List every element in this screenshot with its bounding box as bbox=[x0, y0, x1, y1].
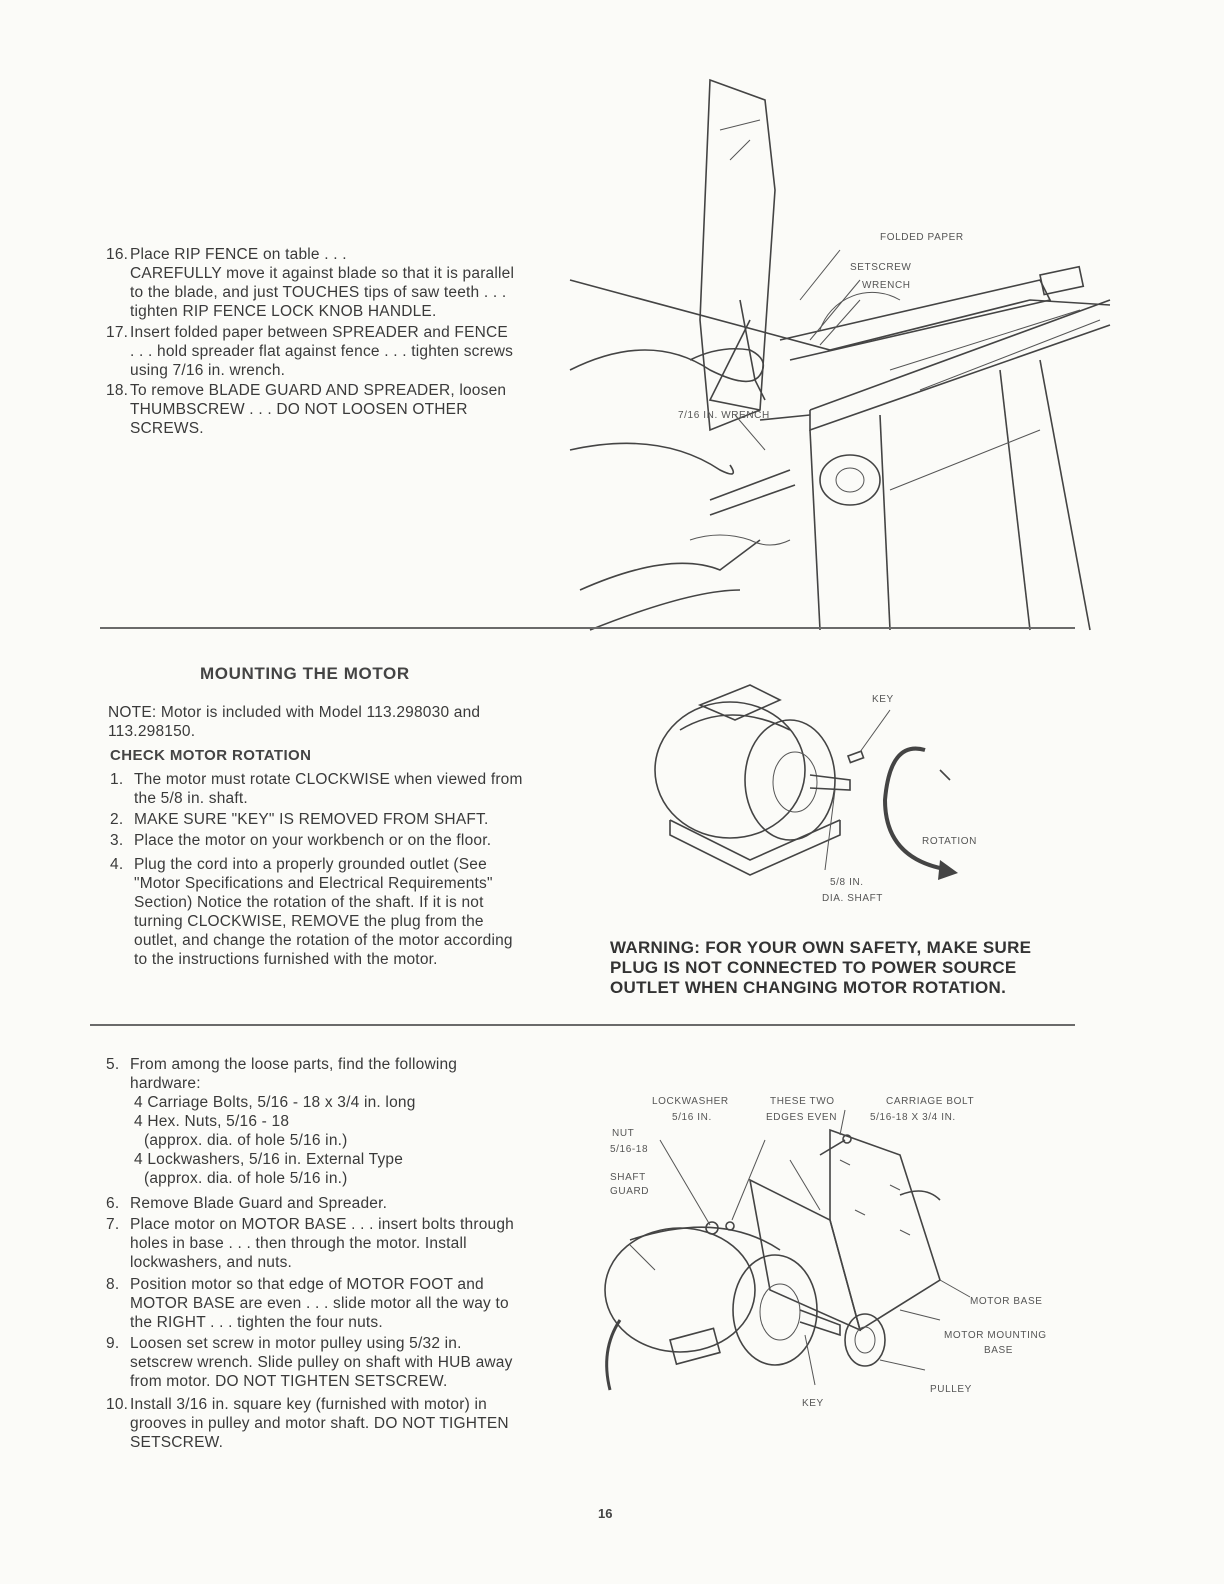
step-line: Insert folded paper between SPREADER and FENCE bbox=[130, 324, 508, 341]
subheading-check-rotation: CHECK MOTOR ROTATION bbox=[110, 747, 312, 764]
label-wrench: WRENCH bbox=[862, 280, 911, 291]
step-line: holes in base . . . then through the motor. Install bbox=[130, 1235, 467, 1252]
label-carriage-bolt: CARRIAGE BOLT bbox=[886, 1096, 975, 1107]
label-nut: NUT bbox=[612, 1128, 635, 1139]
step-line: Place motor on MOTOR BASE . . . insert bolts through bbox=[130, 1216, 514, 1233]
step-line: SETSCREW. bbox=[130, 1434, 224, 1451]
step-line: "Motor Specifications and Electrical Requirements" bbox=[134, 875, 493, 892]
saw-fence-illustration bbox=[560, 70, 1120, 630]
step-line: Place the motor on your workbench or on the floor. bbox=[134, 832, 492, 849]
label-7-16-wrench: 7/16 IN. WRENCH bbox=[678, 410, 770, 421]
step-line: Position motor so that edge of MOTOR FOOT and bbox=[130, 1276, 484, 1293]
step-line: the 5/8 in. shaft. bbox=[134, 790, 248, 807]
step-line: hardware: bbox=[130, 1075, 201, 1092]
step-line: outlet, and change the rotation of the motor according bbox=[134, 932, 513, 949]
step-line: CAREFULLY move it against blade so that it is parallel bbox=[130, 265, 515, 282]
step-line: MAKE SURE "KEY" IS REMOVED FROM SHAFT. bbox=[134, 811, 489, 828]
label-edges-even: EDGES EVEN bbox=[766, 1112, 838, 1123]
step-line: Section) Notice the rotation of the shaft. If it is not bbox=[134, 894, 484, 911]
step-line: To remove BLADE GUARD AND SPREADER, loosen bbox=[130, 382, 507, 399]
step-line: turning CLOCKWISE, REMOVE the plug from the bbox=[134, 913, 484, 930]
step-line: lockwashers, and nuts. bbox=[130, 1254, 293, 1271]
label-motor-mounting: MOTOR MOUNTING bbox=[944, 1330, 1047, 1341]
label-guard: GUARD bbox=[610, 1186, 650, 1197]
label-key: KEY bbox=[802, 1398, 824, 1409]
section-divider bbox=[90, 1024, 1075, 1026]
step-line: 4 Carriage Bolts, 5/16 - 18 x 3/4 in. long bbox=[134, 1094, 416, 1111]
step-line: to the blade, and just TOUCHES tips of saw teeth . . . bbox=[130, 284, 507, 301]
step-line: Loosen set screw in motor pulley using 5/32 in. bbox=[130, 1335, 462, 1352]
motor-rotation-illustration bbox=[640, 670, 980, 910]
step-line: (approx. dia. of hole 5/16 in.) bbox=[144, 1132, 348, 1149]
step-number: 1. bbox=[110, 771, 124, 788]
label-rotation: ROTATION bbox=[922, 836, 977, 847]
step-line: (approx. dia. of hole 5/16 in.) bbox=[144, 1170, 348, 1187]
step-line: 4 Lockwashers, 5/16 in. External Type bbox=[134, 1151, 404, 1168]
label-nut-size: 5/16-18 bbox=[610, 1144, 649, 1155]
step-number: 7. bbox=[106, 1216, 120, 1233]
warning-line: PLUG IS NOT CONNECTED TO POWER SOURCE bbox=[610, 958, 1017, 977]
section-title: MOUNTING THE MOTOR bbox=[200, 664, 410, 683]
label-lockwasher: LOCKWASHER bbox=[652, 1096, 729, 1107]
warning-line: WARNING: FOR YOUR OWN SAFETY, MAKE SURE bbox=[610, 938, 1032, 957]
step-number: 8. bbox=[106, 1276, 120, 1293]
step-number: 17. bbox=[106, 324, 129, 341]
step-line: SCREWS. bbox=[130, 420, 204, 437]
step-line: From among the loose parts, find the following bbox=[130, 1056, 458, 1073]
label-mounting-base: BASE bbox=[984, 1345, 1014, 1356]
label-dia-shaft: DIA. SHAFT bbox=[822, 893, 884, 904]
step-number: 10. bbox=[106, 1396, 129, 1413]
label-shaft: SHAFT bbox=[610, 1172, 646, 1183]
step-line: . . . hold spreader flat against fence . . . tighten screws bbox=[130, 343, 514, 360]
step-line: 4 Hex. Nuts, 5/16 - 18 bbox=[134, 1113, 290, 1130]
step-number: 6. bbox=[106, 1195, 120, 1212]
step-line: Remove Blade Guard and Spreader. bbox=[130, 1195, 388, 1212]
page-number: 16 bbox=[598, 1506, 613, 1521]
motor-mounting-illustration bbox=[600, 1100, 1020, 1420]
label-folded-paper: FOLDED PAPER bbox=[880, 232, 964, 243]
step-line: tighten RIP FENCE LOCK KNOB HANDLE. bbox=[130, 303, 437, 320]
step-line: using 7/16 in. wrench. bbox=[130, 362, 286, 379]
step-line: to the instructions furnished with the motor. bbox=[134, 951, 438, 968]
step-line: Plug the cord into a properly grounded outlet (See bbox=[134, 856, 487, 873]
label-key: KEY bbox=[872, 694, 894, 705]
label-these-two: THESE TWO bbox=[770, 1096, 835, 1107]
step-line: The motor must rotate CLOCKWISE when viewed from bbox=[134, 771, 523, 788]
label-bolt-size: 5/16-18 X 3/4 IN. bbox=[870, 1112, 956, 1123]
step-line: grooves in pulley and motor shaft. DO NOT TIGHTEN bbox=[130, 1415, 509, 1432]
step-line: the RIGHT . . . tighten the four nuts. bbox=[130, 1314, 383, 1331]
step-line: MOTOR BASE are even . . . slide motor all the way to bbox=[130, 1295, 509, 1312]
step-number: 16. bbox=[106, 246, 129, 263]
step-number: 18. bbox=[106, 382, 129, 399]
label-motor-base: MOTOR BASE bbox=[970, 1296, 1043, 1307]
label-pulley: PULLEY bbox=[930, 1384, 972, 1395]
warning-line: OUTLET WHEN CHANGING MOTOR ROTATION. bbox=[610, 978, 1007, 997]
label-shaft-size: 5/8 IN. bbox=[830, 877, 864, 888]
note-paragraph bbox=[108, 703, 560, 741]
step-number: 3. bbox=[110, 832, 124, 849]
step-line: THUMBSCREW . . . DO NOT LOOSEN OTHER bbox=[130, 401, 468, 418]
step-line: setscrew wrench. Slide pulley on shaft with HUB away bbox=[130, 1354, 513, 1371]
step-line: Install 3/16 in. square key (furnished with motor) in bbox=[130, 1396, 487, 1413]
step-number: 5. bbox=[106, 1056, 120, 1073]
step-line: Place RIP FENCE on table . . . bbox=[130, 246, 347, 263]
step-number: 2. bbox=[110, 811, 124, 828]
label-setscrew: SETSCREW bbox=[850, 262, 912, 273]
step-number: 9. bbox=[106, 1335, 120, 1352]
note-line: NOTE: Motor is included with Model 113.298030 and bbox=[108, 704, 481, 721]
step-number: 4. bbox=[110, 856, 124, 873]
step-line: from motor. DO NOT TIGHTEN SETSCREW. bbox=[130, 1373, 448, 1390]
warning-box bbox=[610, 938, 1080, 998]
label-lockwasher-size: 5/16 IN. bbox=[672, 1112, 712, 1123]
note-line: 113.298150. bbox=[108, 723, 196, 740]
section-divider bbox=[100, 627, 1075, 629]
